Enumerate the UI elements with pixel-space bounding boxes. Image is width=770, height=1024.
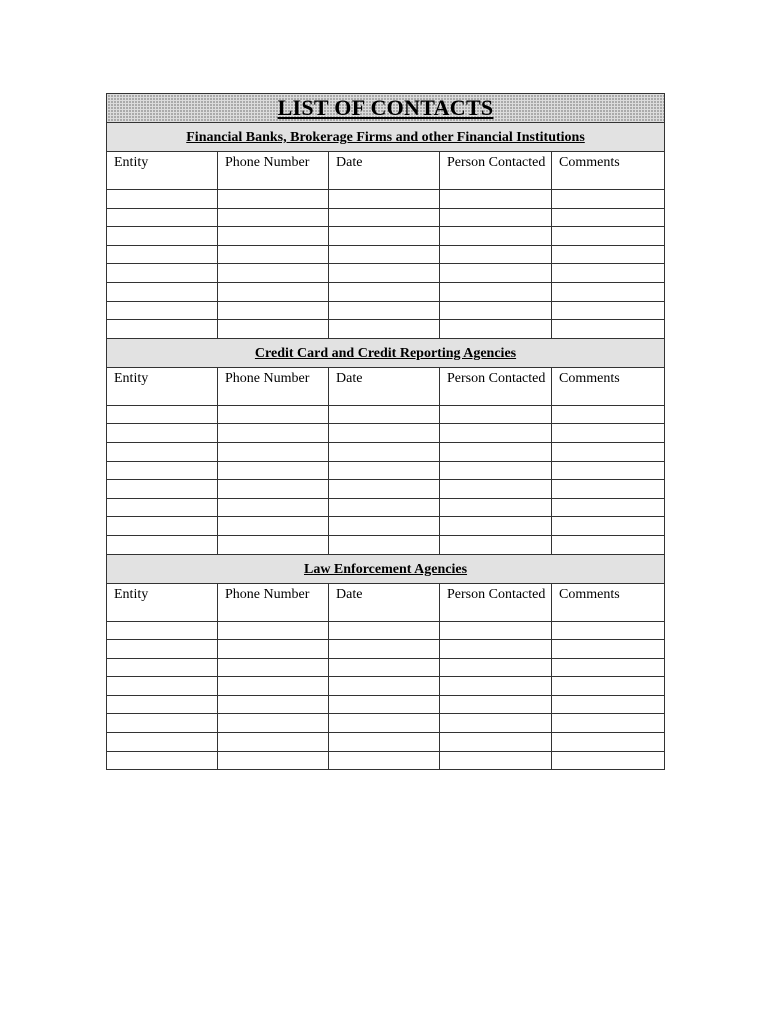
column-header: Date	[329, 583, 440, 621]
blank-entry-cell[interactable]	[440, 245, 552, 264]
blank-entry-cell[interactable]	[440, 695, 552, 714]
blank-entry-cell[interactable]	[218, 227, 329, 246]
blank-entry-cell[interactable]	[107, 733, 218, 752]
blank-entry-cell[interactable]	[107, 320, 218, 339]
blank-entry-cell[interactable]	[329, 751, 440, 770]
section-heading-row	[107, 123, 665, 152]
blank-entry-cell[interactable]	[218, 424, 329, 443]
section-heading-cell	[107, 123, 665, 152]
blank-entry-cell[interactable]	[218, 751, 329, 770]
column-header: Comments	[552, 583, 665, 621]
blank-entry-cell[interactable]	[107, 245, 218, 264]
blank-entry-cell[interactable]	[440, 517, 552, 536]
blank-entry-cell[interactable]	[329, 301, 440, 320]
table-row	[107, 424, 665, 443]
blank-entry-cell[interactable]	[440, 208, 552, 227]
blank-entry-cell[interactable]	[329, 677, 440, 696]
blank-entry-cell[interactable]	[107, 640, 218, 659]
blank-entry-cell[interactable]	[552, 677, 665, 696]
title-cell	[107, 94, 665, 123]
blank-entry-cell[interactable]	[107, 461, 218, 480]
column-header: Entity	[107, 583, 218, 621]
blank-entry-cell[interactable]	[552, 282, 665, 301]
table-row	[107, 320, 665, 339]
blank-entry-cell[interactable]	[218, 301, 329, 320]
blank-entry-cell[interactable]	[552, 621, 665, 640]
blank-entry-cell[interactable]	[329, 208, 440, 227]
table-row	[107, 640, 665, 659]
section-heading: Law Enforcement Agencies	[303, 561, 468, 577]
column-header: Phone Number	[218, 152, 329, 190]
blank-entry-cell[interactable]	[552, 405, 665, 424]
blank-entry-cell[interactable]	[440, 227, 552, 246]
table-row	[107, 733, 665, 752]
blank-entry-cell[interactable]	[552, 517, 665, 536]
blank-entry-cell[interactable]	[440, 442, 552, 461]
table-row	[107, 245, 665, 264]
blank-entry-cell[interactable]	[329, 227, 440, 246]
table-row	[107, 264, 665, 283]
form-body	[107, 94, 665, 770]
blank-entry-cell[interactable]	[218, 498, 329, 517]
blank-entry-cell[interactable]	[107, 621, 218, 640]
blank-entry-cell[interactable]	[440, 480, 552, 499]
blank-entry-cell[interactable]	[107, 751, 218, 770]
blank-entry-cell[interactable]	[329, 621, 440, 640]
table-row	[107, 714, 665, 733]
blank-entry-cell[interactable]	[329, 640, 440, 659]
blank-entry-cell[interactable]	[329, 517, 440, 536]
column-header: Person Contacted	[440, 367, 552, 405]
blank-entry-cell[interactable]	[329, 714, 440, 733]
section-heading: Financial Banks, Brokerage Firms and other Financial Institutions	[186, 130, 585, 145]
blank-entry-cell[interactable]	[552, 245, 665, 264]
blank-entry-cell[interactable]	[107, 301, 218, 320]
blank-entry-cell[interactable]	[218, 733, 329, 752]
blank-entry-cell[interactable]	[329, 442, 440, 461]
blank-entry-cell[interactable]	[552, 461, 665, 480]
blank-entry-cell[interactable]	[329, 424, 440, 443]
blank-entry-cell[interactable]	[552, 264, 665, 283]
blank-entry-cell[interactable]	[440, 461, 552, 480]
blank-entry-cell[interactable]	[440, 301, 552, 320]
blank-entry-cell[interactable]	[552, 658, 665, 677]
contacts-form-table	[106, 93, 665, 770]
blank-entry-cell[interactable]	[552, 751, 665, 770]
blank-entry-cell[interactable]	[329, 695, 440, 714]
table-row	[107, 461, 665, 480]
blank-entry-cell[interactable]	[552, 480, 665, 499]
table-row	[107, 695, 665, 714]
blank-entry-cell[interactable]	[552, 695, 665, 714]
column-header: Person Contacted	[440, 583, 552, 621]
blank-entry-cell[interactable]	[107, 190, 218, 209]
blank-entry-cell[interactable]	[552, 301, 665, 320]
column-header: Person Contacted	[440, 152, 552, 190]
blank-entry-cell[interactable]	[440, 405, 552, 424]
blank-entry-cell[interactable]	[107, 535, 218, 554]
blank-entry-cell[interactable]	[218, 480, 329, 499]
blank-entry-cell[interactable]	[552, 498, 665, 517]
blank-entry-cell[interactable]	[107, 264, 218, 283]
blank-entry-cell[interactable]	[329, 282, 440, 301]
blank-entry-cell[interactable]	[107, 405, 218, 424]
section-heading-cell	[107, 554, 665, 583]
blank-entry-cell[interactable]	[107, 498, 218, 517]
blank-entry-cell[interactable]	[107, 695, 218, 714]
blank-entry-cell[interactable]	[440, 282, 552, 301]
section-heading-row	[107, 338, 665, 367]
blank-entry-cell[interactable]	[107, 714, 218, 733]
title-row	[107, 94, 665, 123]
blank-entry-cell[interactable]	[218, 714, 329, 733]
blank-entry-cell[interactable]	[218, 190, 329, 209]
blank-entry-cell[interactable]	[552, 190, 665, 209]
blank-entry-cell[interactable]	[440, 498, 552, 517]
blank-entry-cell[interactable]	[107, 424, 218, 443]
table-row	[107, 442, 665, 461]
blank-entry-cell[interactable]	[218, 677, 329, 696]
blank-entry-cell[interactable]	[552, 535, 665, 554]
table-row	[107, 498, 665, 517]
column-header: Comments	[552, 152, 665, 190]
blank-entry-cell[interactable]	[329, 461, 440, 480]
blank-entry-cell[interactable]	[218, 208, 329, 227]
column-header-row	[107, 152, 665, 190]
blank-entry-cell[interactable]	[329, 245, 440, 264]
section-heading: Credit Card and Credit Reporting Agencies	[254, 345, 517, 361]
table-row	[107, 658, 665, 677]
column-header: Phone Number	[218, 583, 329, 621]
blank-entry-cell[interactable]	[329, 535, 440, 554]
blank-entry-cell[interactable]	[218, 245, 329, 264]
blank-entry-cell[interactable]	[218, 461, 329, 480]
blank-entry-cell[interactable]	[552, 442, 665, 461]
column-header: Entity	[107, 367, 218, 405]
table-row	[107, 677, 665, 696]
blank-entry-cell[interactable]	[440, 424, 552, 443]
section-heading-row	[107, 554, 665, 583]
table-row	[107, 535, 665, 554]
blank-entry-cell[interactable]	[107, 227, 218, 246]
blank-entry-cell[interactable]	[552, 208, 665, 227]
table-row	[107, 227, 665, 246]
blank-entry-cell[interactable]	[552, 733, 665, 752]
blank-entry-cell[interactable]	[329, 498, 440, 517]
blank-entry-cell[interactable]	[329, 733, 440, 752]
table-row	[107, 282, 665, 301]
table-row	[107, 621, 665, 640]
table-row	[107, 751, 665, 770]
blank-entry-cell[interactable]	[329, 264, 440, 283]
column-header-row	[107, 367, 665, 405]
table-row	[107, 208, 665, 227]
blank-entry-cell[interactable]	[218, 442, 329, 461]
table-row	[107, 517, 665, 536]
blank-entry-cell[interactable]	[218, 264, 329, 283]
table-row	[107, 190, 665, 209]
table-row	[107, 480, 665, 499]
blank-entry-cell[interactable]	[440, 190, 552, 209]
blank-entry-cell[interactable]	[218, 640, 329, 659]
blank-entry-cell[interactable]	[218, 535, 329, 554]
table-row	[107, 405, 665, 424]
blank-entry-cell[interactable]	[440, 714, 552, 733]
column-header: Phone Number	[218, 367, 329, 405]
blank-entry-cell[interactable]	[440, 535, 552, 554]
blank-entry-cell[interactable]	[329, 190, 440, 209]
blank-entry-cell[interactable]	[329, 320, 440, 339]
column-header: Entity	[107, 152, 218, 190]
blank-entry-cell[interactable]	[218, 405, 329, 424]
blank-entry-cell[interactable]	[440, 733, 552, 752]
column-header: Date	[329, 367, 440, 405]
blank-entry-cell[interactable]	[107, 208, 218, 227]
blank-entry-cell[interactable]	[218, 282, 329, 301]
blank-entry-cell[interactable]	[552, 227, 665, 246]
blank-entry-cell[interactable]	[552, 714, 665, 733]
blank-entry-cell[interactable]	[552, 640, 665, 659]
column-header: Date	[329, 152, 440, 190]
blank-entry-cell[interactable]	[552, 320, 665, 339]
blank-entry-cell[interactable]	[440, 640, 552, 659]
blank-entry-cell[interactable]	[107, 517, 218, 536]
blank-entry-cell[interactable]	[440, 621, 552, 640]
blank-entry-cell[interactable]	[107, 677, 218, 696]
blank-entry-cell[interactable]	[107, 282, 218, 301]
form-title: LIST OF CONTACTS	[277, 95, 494, 120]
blank-entry-cell[interactable]	[218, 320, 329, 339]
blank-entry-cell[interactable]	[218, 658, 329, 677]
column-header: Comments	[552, 367, 665, 405]
blank-entry-cell[interactable]	[107, 480, 218, 499]
section-heading-cell	[107, 338, 665, 367]
blank-entry-cell[interactable]	[218, 695, 329, 714]
blank-entry-cell[interactable]	[218, 621, 329, 640]
blank-entry-cell[interactable]	[218, 517, 329, 536]
column-header-row	[107, 583, 665, 621]
blank-entry-cell[interactable]	[552, 424, 665, 443]
blank-entry-cell[interactable]	[440, 658, 552, 677]
blank-entry-cell[interactable]	[440, 264, 552, 283]
blank-entry-cell[interactable]	[329, 405, 440, 424]
table-row	[107, 301, 665, 320]
blank-entry-cell[interactable]	[329, 480, 440, 499]
blank-entry-cell[interactable]	[107, 442, 218, 461]
blank-entry-cell[interactable]	[329, 658, 440, 677]
blank-entry-cell[interactable]	[440, 751, 552, 770]
blank-entry-cell[interactable]	[107, 658, 218, 677]
blank-entry-cell[interactable]	[440, 320, 552, 339]
blank-entry-cell[interactable]	[440, 677, 552, 696]
